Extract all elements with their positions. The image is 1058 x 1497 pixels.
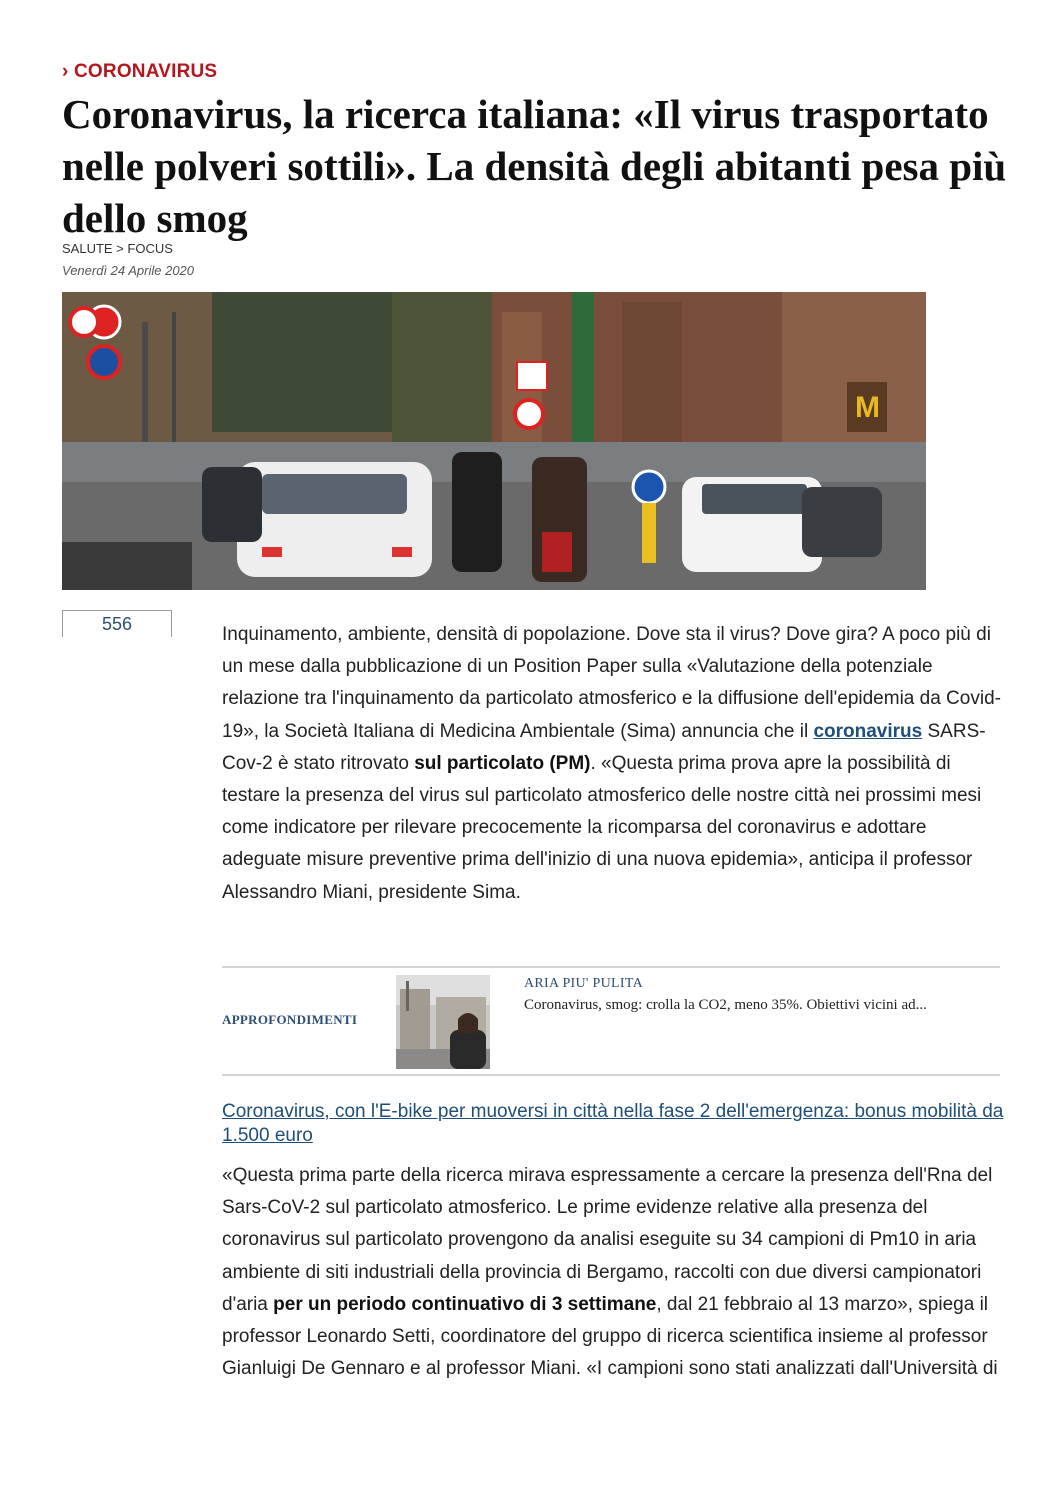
ebike-article-link[interactable]: Coronavirus, con l'E-bike per muoversi in città nella fase 2 dell'emergenza: bonus mobilità da 1.500 euro: [222, 1101, 1004, 1146]
paragraph-bold: sul particolato (PM): [414, 752, 591, 774]
svg-text:M: M: [855, 391, 880, 424]
section-kicker[interactable]: › CORONAVIRUS: [62, 61, 218, 82]
paragraph-text: Inquinamento, ambiente, densità di popolazione. Dove sta il virus? Dove gira? A poco più di un mese dalla pubblicazione di un Position Paper sulla «Valutazione della potenziale relazione tra l'inquinamento da particolato atmosferico e la diffusione dell'epidemia da Covid-19», la Società Italiana di Medicina Ambientale (Sima) annuncia che il: [222, 624, 1001, 742]
hero-image: [62, 292, 926, 590]
article-paragraph: [222, 1160, 1002, 1385]
breadcrumb[interactable]: SALUTE > FOCUS: [62, 241, 173, 256]
article-title: Coronavirus, la ricerca italiana: «Il virus trasportato nelle polveri sottili». La densità degli abitanti pesa più dello smog: [62, 91, 1007, 241]
paragraph-text: SARS-Cov-2 è stato ritrovato: [222, 720, 986, 774]
related-label: APPROFONDIMENTI: [222, 1012, 358, 1027]
related-thumbnail[interactable]: [396, 975, 490, 1069]
paragraph-text: «Questa prima parte della ricerca mirava espressamente a cercare la presenza dell'Rna del Sars-CoV-2 sul particolato atmosferico. Le prime evidenze relative alla presenza del coronavirus sul particolato provengono da analisi eseguite su 34 campioni di Pm10 in aria ambiente di siti industriali della provincia di Bergamo, raccolti con due diversi campionatori d'aria: [222, 1165, 993, 1315]
related-tag[interactable]: ARIA PIU' PULITA: [524, 976, 643, 991]
paragraph-text: , dal 21 febbraio al 13 marzo», spiega il professor Leonardo Setti, coordinatore del gruppo di ricerca scientifica insieme al professor Gianluigi De Gennaro e al professor Miani. «I campioni sono stati analizzati dall'Università di: [222, 1293, 998, 1380]
paragraph-bold: per un periodo continuativo di 3 settimane: [273, 1293, 657, 1315]
article-paragraph: [222, 619, 1002, 909]
comment-counter[interactable]: 556: [62, 610, 172, 637]
related-text[interactable]: Coronavirus, smog: crolla la CO2, meno 35%. Obiettivi vicini ad...: [524, 997, 927, 1013]
paragraph-text: . «Questa prima prova apre la possibilità di testare la presenza del virus sul particolato atmosferico delle nostre città nei prossimi mesi come indicatore per rilevare precocemente la ricomparsa del coronavirus e adottare adeguate misure preventive prima dell'inizio di una nuova epidemia», anticipa il professor Alessandro Miani, presidente Sima.: [222, 752, 982, 903]
related-box: [222, 966, 1000, 1076]
coronavirus-link[interactable]: coronavirus: [813, 720, 923, 742]
publish-date: Venerdì 24 Aprile 2020: [62, 263, 195, 278]
